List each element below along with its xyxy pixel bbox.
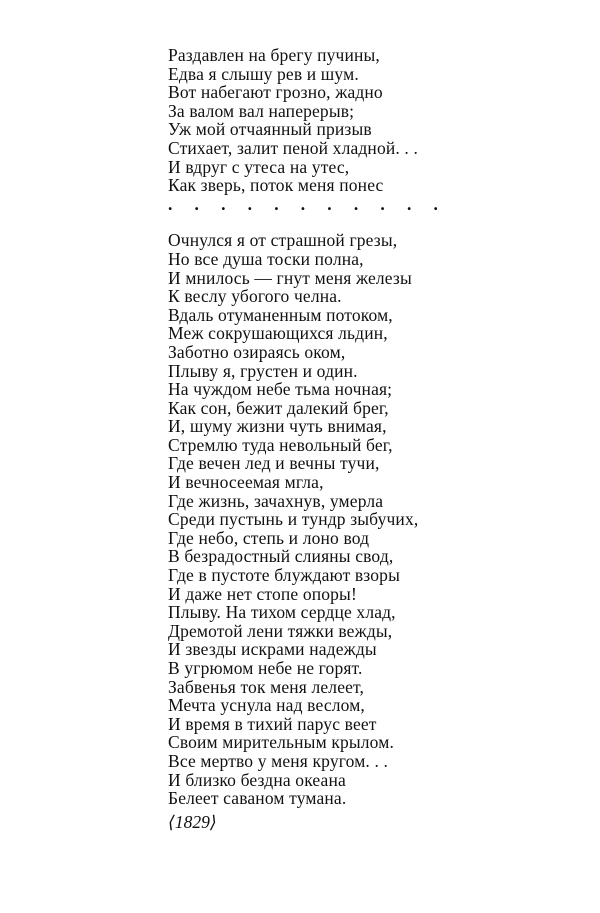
poem-line: Забвенья ток меня лелеет, xyxy=(168,676,365,697)
poem-line: Но все душа тоски полна, xyxy=(168,248,364,269)
poem-line: И даже нет стопе опоры! xyxy=(168,583,357,604)
poem-line: Все мертво у меня кругом. . . xyxy=(168,750,389,771)
poem-line: Мечта уснула над веслом, xyxy=(168,695,365,716)
poem-line: И звезды искрами надежды xyxy=(168,639,377,660)
poem-line: Дремотой лени тяжки вежды, xyxy=(168,620,393,641)
poem-line: Где вечен лед и вечны тучи, xyxy=(168,453,380,474)
stanza-1 xyxy=(168,46,468,195)
poem-line: Где жизнь, зачахнув, умерла xyxy=(168,490,384,511)
poem-line: Где в пустоте блуждают взоры xyxy=(168,565,400,586)
poem-line: В угрюмом небе не горят. xyxy=(168,658,363,678)
poem-line: Едва я слышу рев и шум. xyxy=(168,63,359,84)
poem-line: В безрадостный слияны свод, xyxy=(168,546,394,567)
poem-line: И вечносеемая мгла, xyxy=(168,472,324,493)
poem-line: Очнулся я от страшной грезы, xyxy=(168,230,398,251)
poem-line: Заботно озираясь оком, xyxy=(168,341,346,362)
poem-line: И, шуму жизни чуть внимая, xyxy=(168,416,387,437)
poem-date: ⟨1829⟩ xyxy=(168,812,217,832)
ellipsis-row: . . . . . . . . . . . xyxy=(168,193,447,214)
poem-line: Белеет саваном тумана. xyxy=(168,788,347,809)
poem-line: И вдруг с утеса на утес, xyxy=(168,156,350,177)
poem-line: Плыву я, грустен и один. xyxy=(168,360,358,381)
poem-line: Своим мирительным крылом. xyxy=(168,732,394,753)
poem-line: Как сон, бежит далекий брег, xyxy=(168,397,389,418)
poem-line: За валом вал наперерыв; xyxy=(168,100,355,121)
stanza-2 xyxy=(168,231,468,807)
poem-line: И время в тихий парус веет xyxy=(168,713,377,734)
poem-line: Плыву. На тихом сердце хлад, xyxy=(168,602,396,623)
poem-line: Вдаль отуманенным потоком, xyxy=(168,304,393,325)
poem-line: К веслу убогого челна. xyxy=(168,286,342,307)
poem-line: Где небо, степь и лоно вод xyxy=(168,527,370,548)
stanza-gap xyxy=(168,213,468,231)
poem-line: На чуждом небе тьма ночная; xyxy=(168,379,393,400)
poem-line: Среди пустынь и тундр зыбучих, xyxy=(168,509,419,530)
poem-line: Уж мой отчаянный призыв xyxy=(168,119,372,140)
poem-line: Меж сокрушающихся льдин, xyxy=(168,323,388,344)
poem-line: Стихает, залит пеной хладной. . . xyxy=(168,137,418,158)
poem-line: Раздавлен на брегу пучины, xyxy=(168,45,380,65)
poem-line: И мнилось — гнут меня железы xyxy=(168,267,412,288)
poem-line: Вот набегают грозно, жадно xyxy=(168,82,383,103)
poem-line: Стремлю туда невольный бег, xyxy=(168,434,393,455)
poem-line: Как зверь, поток меня понес xyxy=(168,175,384,196)
poem-text xyxy=(168,46,468,808)
poem-line: И близко бездна океана xyxy=(168,769,346,790)
